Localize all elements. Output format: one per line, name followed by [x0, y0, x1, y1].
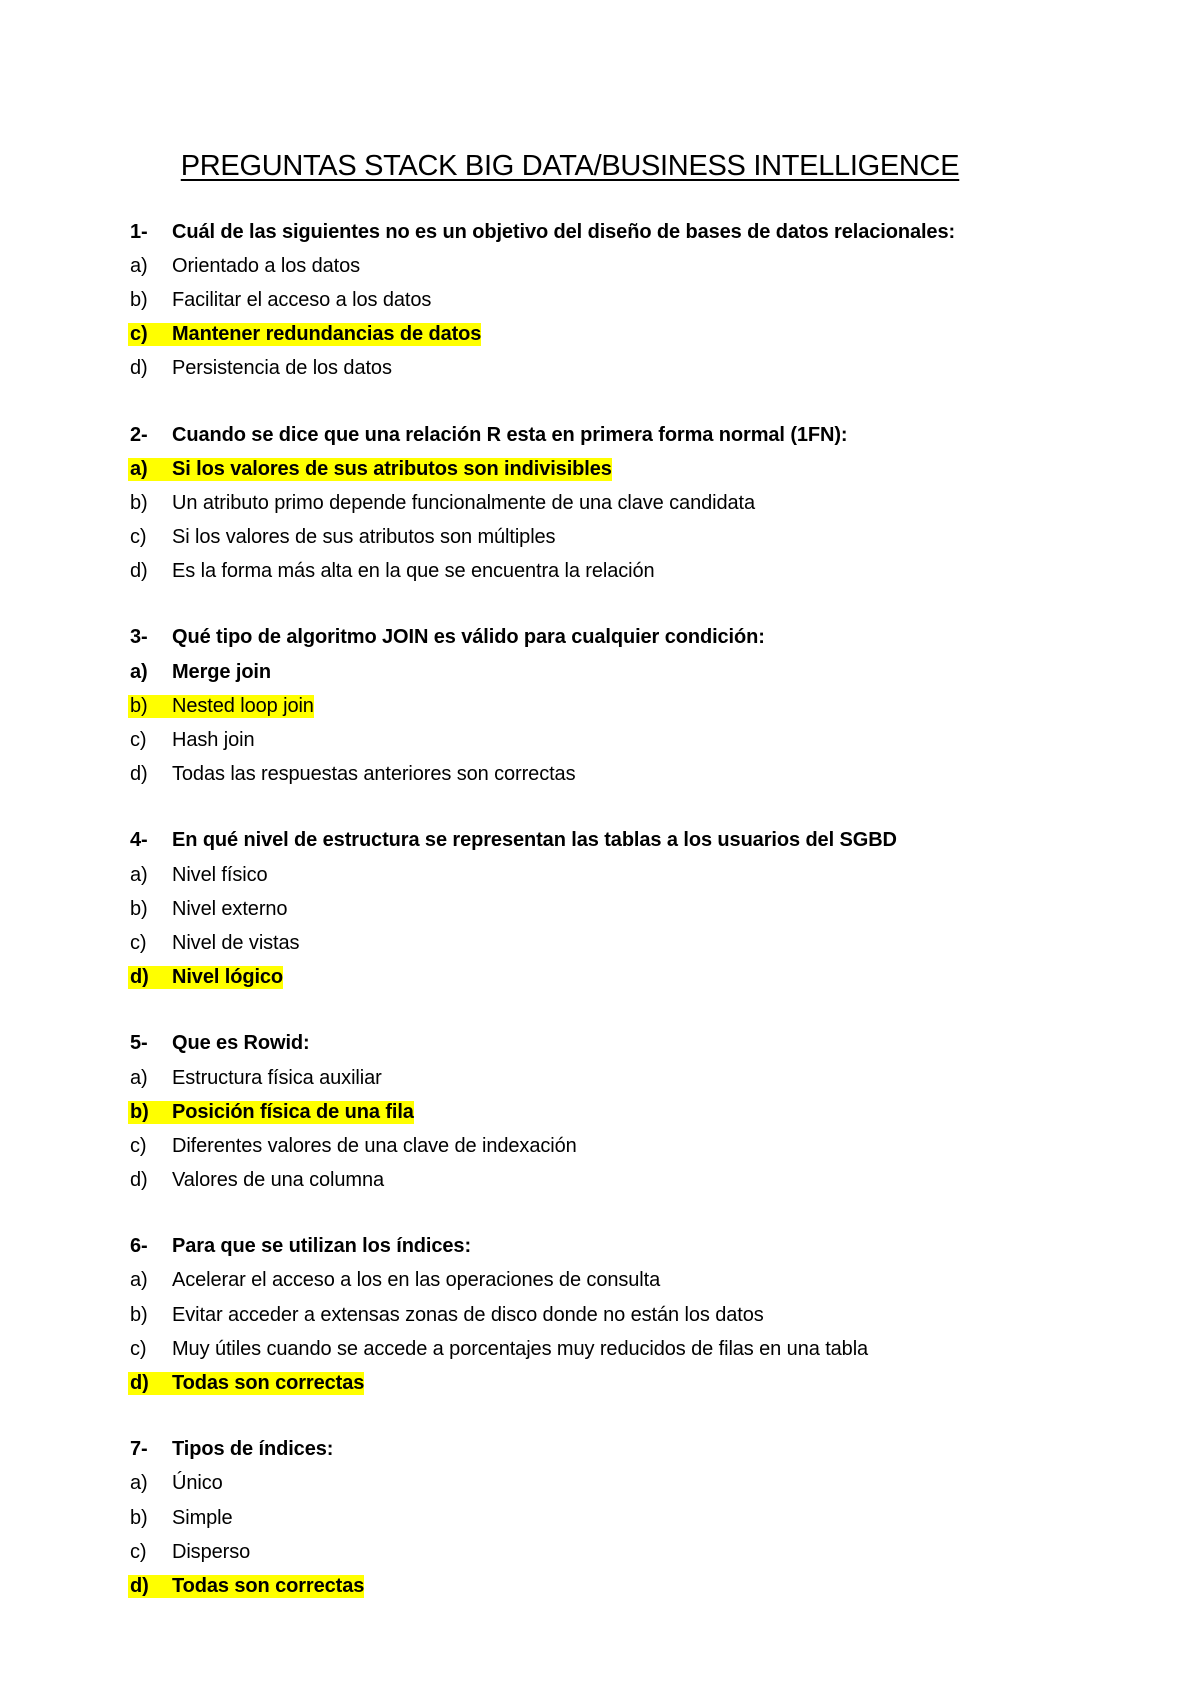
question-block: [130, 1433, 1130, 1604]
option-text: Es la forma más alta en la que se encuentra la relación: [172, 560, 655, 583]
question-number: 1-: [130, 220, 148, 243]
option-letter: a): [130, 1472, 148, 1495]
option-text: Estructura física auxiliar: [172, 1066, 382, 1089]
answer-option: [130, 858, 1130, 892]
question-number: 5-: [130, 1032, 148, 1055]
answer-option-correct: [130, 1366, 1130, 1400]
question-number: 2-: [130, 423, 148, 446]
answer-option: [130, 1298, 1130, 1332]
option-letter: c): [130, 1134, 147, 1157]
option-letter: c): [130, 1337, 147, 1360]
answer-option: [130, 1264, 1130, 1298]
question-block: [130, 1230, 1130, 1401]
answer-option: [130, 1535, 1130, 1569]
option-text: Muy útiles cuando se accede a porcentajes muy reducidos de filas en una tabla: [172, 1337, 869, 1360]
option-text: Si los valores de sus atributos son indivisibles: [172, 457, 612, 480]
question-heading: [130, 621, 1130, 655]
option-text: Posición física de una fila: [172, 1100, 414, 1123]
option-letter: a): [130, 254, 148, 277]
document-title: PREGUNTAS STACK BIG DATA/BUSINESS INTELLIGENCE: [180, 150, 960, 182]
option-text: Diferentes valores de una clave de indexación: [172, 1134, 577, 1157]
option-text: Nivel físico: [172, 863, 268, 886]
answer-option: [130, 352, 1130, 386]
question-heading: [130, 1027, 1130, 1061]
question-text: Cuál de las siguientes no es un objetivo del diseño de bases de datos relacionales:: [172, 220, 956, 243]
question-number: 4-: [130, 829, 148, 852]
question-block: [130, 824, 1130, 995]
option-text: Valores de una columna: [172, 1169, 385, 1192]
option-text: Nivel lógico: [172, 966, 284, 989]
answer-option: [130, 723, 1130, 757]
option-text: Facilitar el acceso a los datos: [172, 288, 432, 311]
option-letter: b): [130, 288, 148, 311]
answer-option: [130, 1164, 1130, 1198]
answer-option: [130, 1061, 1130, 1095]
question-heading: [130, 1433, 1130, 1467]
answer-option: [130, 758, 1130, 792]
answer-option-correct: [130, 1569, 1130, 1603]
option-text: Un atributo primo depende funcionalmente de una clave candidata: [172, 491, 755, 514]
answer-option: [130, 486, 1130, 520]
option-letter: d): [130, 357, 148, 380]
question-number: 7-: [130, 1438, 148, 1461]
option-letter: d): [130, 560, 148, 583]
option-letter: d): [128, 1372, 172, 1395]
question-number: 3-: [130, 626, 148, 649]
option-letter: b): [130, 897, 148, 920]
option-letter: d): [130, 763, 148, 786]
option-letter: a): [130, 863, 148, 886]
question-text: Cuando se dice que una relación R esta en primera forma normal (1FN):: [172, 423, 848, 446]
option-letter: d): [128, 1575, 172, 1598]
option-letter: d): [130, 1169, 148, 1192]
option-text: Disperso: [172, 1540, 251, 1563]
option-text: Nivel de vistas: [172, 931, 300, 954]
question-block: [130, 215, 1130, 386]
answer-option: [130, 1467, 1130, 1501]
option-letter: c): [130, 526, 147, 549]
option-text: Si los valores de sus atributos son múltiples: [172, 526, 556, 549]
option-letter: c): [130, 1540, 147, 1563]
answer-option: [130, 521, 1130, 555]
option-letter: d): [128, 966, 172, 989]
option-letter: a): [130, 660, 148, 683]
option-text: Mantener redundancias de datos: [172, 323, 482, 346]
answer-option-correct: [130, 689, 1130, 723]
answer-option: [130, 655, 1130, 689]
question-block: [130, 621, 1130, 792]
question-text: En qué nivel de estructura se representan las tablas a los usuarios del SGBD: [172, 829, 897, 852]
question-heading: [130, 824, 1130, 858]
answer-option: [130, 1332, 1130, 1366]
answer-option-correct: [130, 318, 1130, 352]
option-text: Hash join: [172, 729, 255, 752]
option-letter: b): [128, 695, 172, 718]
question-block: [130, 418, 1130, 589]
question-heading: [130, 418, 1130, 452]
option-letter: a): [128, 458, 172, 481]
answer-option: [130, 892, 1130, 926]
option-text: Único: [172, 1472, 223, 1495]
question-text: Que es Rowid:: [172, 1032, 310, 1055]
option-letter: a): [130, 1066, 148, 1089]
question-heading: [130, 1230, 1130, 1264]
answer-option-correct: [130, 961, 1130, 995]
option-text: Persistencia de los datos: [172, 357, 392, 380]
answer-option: [130, 1501, 1130, 1535]
option-text: Nivel externo: [172, 897, 288, 920]
question-text: Tipos de índices:: [172, 1438, 334, 1461]
option-text: Acelerar el acceso a los en las operaciones de consulta: [172, 1269, 661, 1292]
option-letter: b): [130, 491, 148, 514]
option-text: Todas son correctas: [172, 1574, 365, 1597]
option-text: Simple: [172, 1506, 233, 1529]
option-letter: a): [130, 1269, 148, 1292]
answer-option: [130, 555, 1130, 589]
question-block: [130, 1027, 1130, 1198]
answer-option: [130, 283, 1130, 317]
option-letter: c): [128, 323, 172, 346]
option-letter: c): [130, 931, 147, 954]
question-list: [130, 215, 1130, 1636]
option-letter: b): [128, 1101, 172, 1124]
option-text: Evitar acceder a extensas zonas de disco donde no están los datos: [172, 1303, 764, 1326]
option-text: Nested loop join: [172, 694, 314, 717]
question-heading: [130, 215, 1130, 249]
option-text: Merge join: [172, 660, 272, 683]
option-text: Todas las respuestas anteriores son correctas: [172, 763, 576, 786]
answer-option: [130, 1129, 1130, 1163]
answer-option-correct: [130, 1095, 1130, 1129]
option-letter: b): [130, 1506, 148, 1529]
answer-option-correct: [130, 452, 1130, 486]
answer-option: [130, 249, 1130, 283]
option-letter: c): [130, 729, 147, 752]
question-number: 6-: [130, 1235, 148, 1258]
question-text: Qué tipo de algoritmo JOIN es válido para cualquier condición:: [172, 626, 765, 649]
answer-option: [130, 926, 1130, 960]
question-text: Para que se utilizan los índices:: [172, 1235, 472, 1258]
option-letter: b): [130, 1303, 148, 1326]
option-text: Todas son correctas: [172, 1372, 365, 1395]
option-text: Orientado a los datos: [172, 254, 361, 277]
